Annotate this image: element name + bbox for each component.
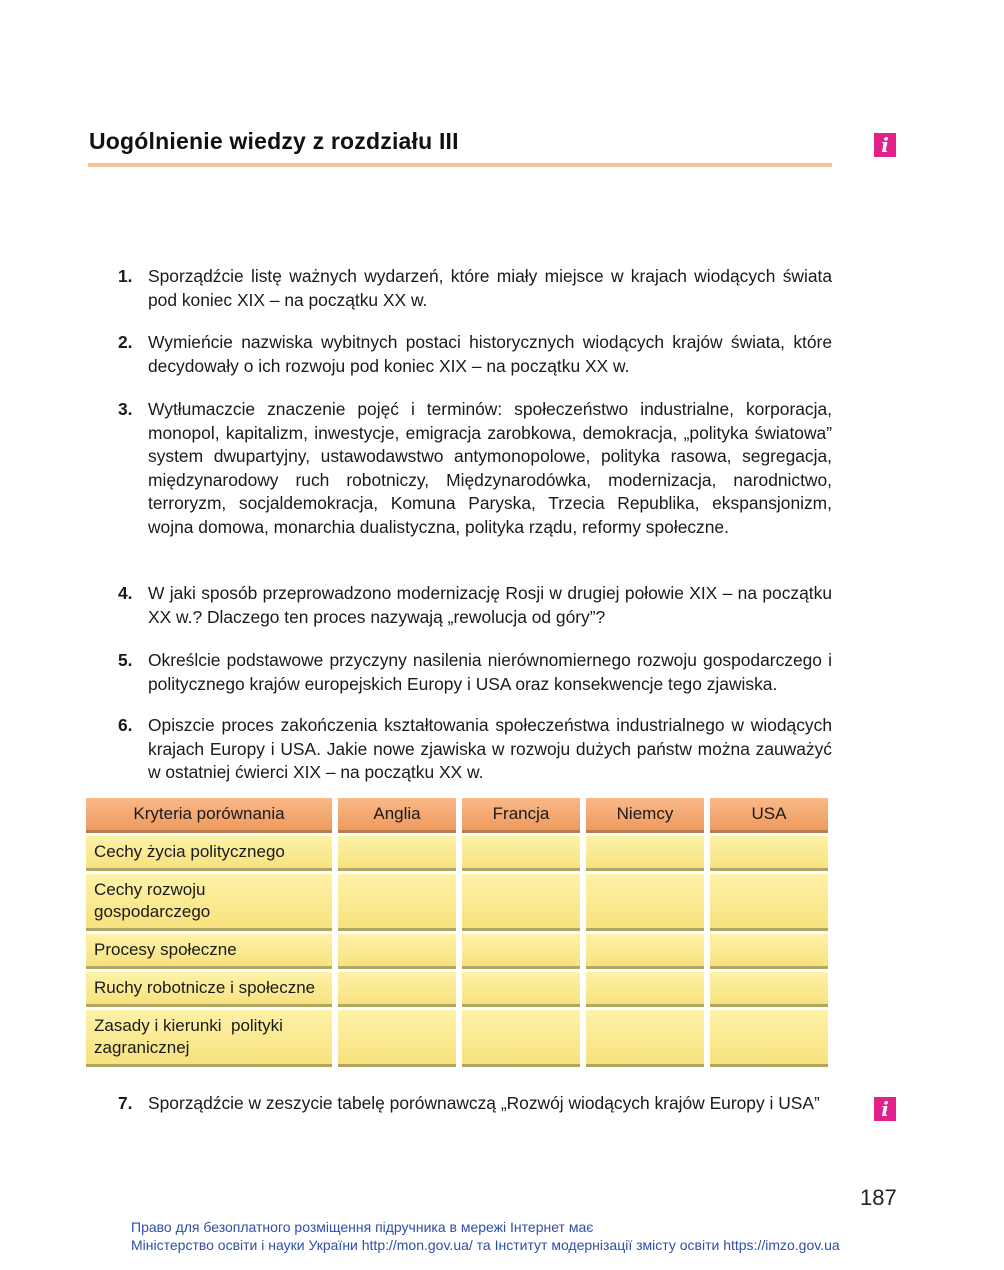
empty-cell	[710, 874, 828, 928]
question-5	[118, 649, 832, 696]
table-row	[86, 874, 828, 928]
table-row	[86, 972, 828, 1004]
footer-line-2: Міністерство освіти і науки України http://mon.gov.ua/ та Інститут модернізації змісту освіти https://imzo.gov.ua	[131, 1237, 840, 1253]
empty-cell	[586, 874, 704, 928]
empty-cell	[586, 1010, 704, 1064]
empty-cell	[586, 972, 704, 1004]
comparison-table	[80, 792, 834, 1070]
info-icon: i	[874, 133, 896, 157]
empty-cell	[710, 934, 828, 966]
row-label: Zasady i kierunki polityki zagranicznej	[86, 1010, 332, 1064]
empty-cell	[462, 934, 580, 966]
row-label: Ruchy robotnicze i społeczne	[86, 972, 332, 1004]
question-number: 3.	[118, 399, 133, 419]
question-7	[118, 1092, 832, 1116]
header-criteria: Kryteria porównania	[86, 798, 332, 830]
question-number: 4.	[118, 583, 133, 603]
question-number: 1.	[118, 266, 133, 286]
table-row	[86, 934, 828, 966]
footer	[131, 1218, 840, 1254]
empty-cell	[586, 836, 704, 868]
question-number: 6.	[118, 715, 133, 735]
empty-cell	[338, 874, 456, 928]
empty-cell	[338, 836, 456, 868]
question-4	[118, 582, 832, 629]
question-number: 2.	[118, 332, 133, 352]
empty-cell	[338, 972, 456, 1004]
header-francja: Francja	[462, 798, 580, 830]
empty-cell	[710, 836, 828, 868]
empty-cell	[338, 1010, 456, 1064]
table-row	[86, 836, 828, 868]
question-6	[118, 714, 832, 785]
table-header-row	[86, 798, 828, 830]
question-text: Sporządźcie listę ważnych wydarzeń, które miały miejsce w krajach wiodących świata pod koniec XIX – na początku XX w.	[148, 266, 832, 310]
empty-cell	[462, 836, 580, 868]
empty-cell	[710, 1010, 828, 1064]
row-label: Cechy rozwoju gospodarczego	[86, 874, 332, 928]
empty-cell	[710, 972, 828, 1004]
question-text: Wytłumaczcie znaczenie pojęć i terminów: społeczeństwo industrialne, korporacja, monopol, kapitalizm, inwestycje, emigracja zarobkowa, demokracja, „polityka światowa” system dwupartyjny, ustawodawstwo antymonopolowe, polityka rasowa, segregacja, międzynarodowy ruch robotniczy, Międzynarodówka, modernizacja, narodnictwo, terroryzm, socjaldemokracja, Komuna Paryska, Trzecia Republika, ekspansjonizm, wojna domowa, monarchia dualistyczna, polityka rządu, reformy społeczne.	[148, 399, 832, 537]
section-title: Uogólnienie wiedzy z rozdziału III	[89, 128, 459, 154]
question-number: 7.	[118, 1093, 133, 1113]
question-2	[118, 331, 832, 378]
page-number: 187	[860, 1185, 897, 1210]
question-text: Określcie podstawowe przyczyny nasilenia nierównomiernego rozwoju gospodarczego i politycznego krajów europejskich Europy i USA oraz konsekwencje tego zjawiska.	[148, 650, 832, 694]
question-text: W jaki sposób przeprowadzono modernizację Rosji w drugiej połowie XIX – na początku XX w.? Dlaczego ten proces nazywają „rewolucja od góry”?	[148, 583, 832, 627]
footer-line-1: Право для безоплатного розміщення підручника в мережі Інтернет має	[131, 1219, 594, 1235]
question-text: Wymieńcie nazwiska wybitnych postaci historycznych wiodących krajów świata, które decydowały o ich rozwoju pod koniec XIX – na początku XX w.	[148, 332, 832, 376]
question-1	[118, 265, 832, 312]
question-text: Opiszcie proces zakończenia kształtowania społeczeństwa industrialnego w wiodących krajach Europy i USA. Jakie nowe zjawiska w rozwoju dużych państw można zauważyć w ostatniej ćwierci XIX – na początku XX w.	[148, 715, 832, 782]
table-row	[86, 1010, 828, 1064]
header-usa: USA	[710, 798, 828, 830]
question-number: 5.	[118, 650, 133, 670]
question-3	[118, 398, 832, 539]
empty-cell	[462, 1010, 580, 1064]
row-label: Procesy społeczne	[86, 934, 332, 966]
title-underline	[88, 163, 832, 167]
question-text: Sporządźcie w zeszycie tabelę porównawczą „Rozwój wiodących krajów Europy i USA”	[148, 1093, 820, 1113]
header-niemcy: Niemcy	[586, 798, 704, 830]
header-anglia: Anglia	[338, 798, 456, 830]
empty-cell	[462, 874, 580, 928]
empty-cell	[338, 934, 456, 966]
info-icon: i	[874, 1097, 896, 1121]
empty-cell	[586, 934, 704, 966]
row-label: Cechy życia politycznego	[86, 836, 332, 868]
empty-cell	[462, 972, 580, 1004]
